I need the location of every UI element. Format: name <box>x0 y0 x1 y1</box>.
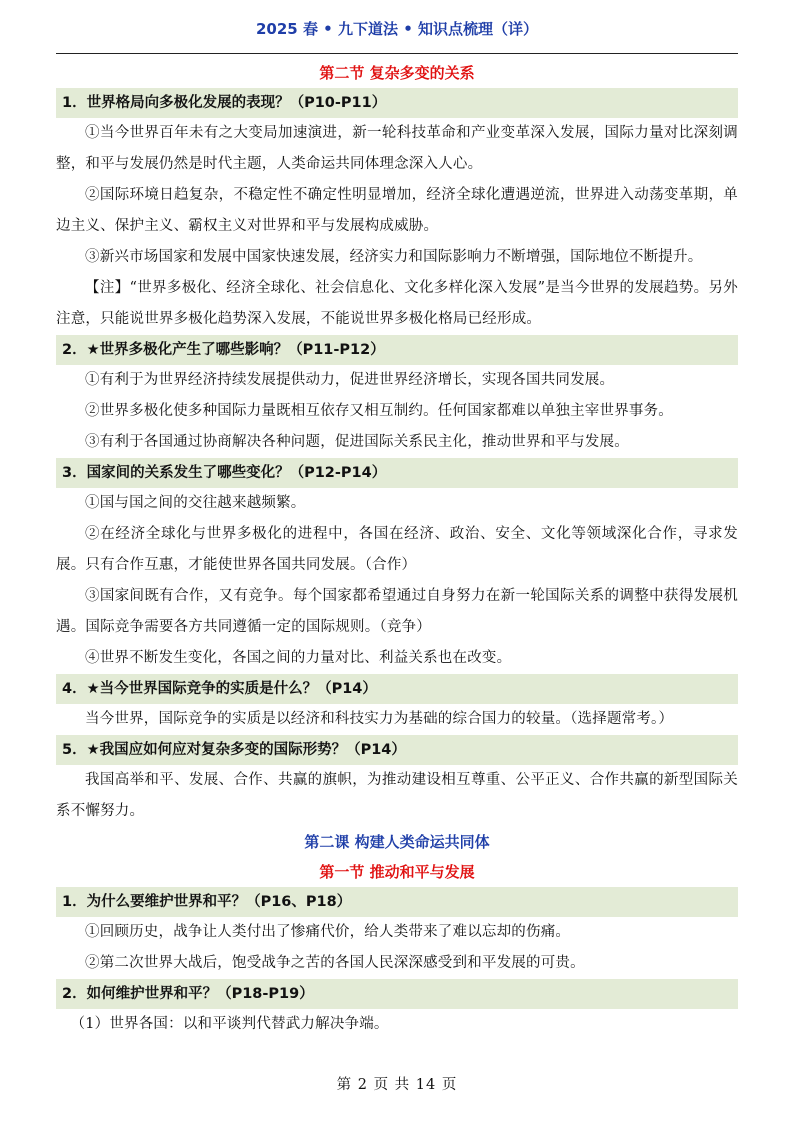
answer-paragraph: ①当今世界百年未有之大变局加速演进，新一轮科技革命和产业变革深入发展，国际力量对比深刻调整，和平与发展仍然是时代主题，人类命运共同体理念深入人心。 <box>56 125 738 172</box>
answer-paragraph: ①有利于为世界经济持续发展提供动力，促进世界经济增长，实现各国共同发展。 <box>85 372 615 388</box>
answer-paragraph: ②国际环境日趋复杂，不稳定性不确定性明显增加，经济全球化遭遇逆流，世界进入动荡变革期，单边主义、保护主义、霸权主义对世界和平与发展构成威胁。 <box>56 187 738 234</box>
question-heading: 3．国家间的关系发生了哪些变化？（P12-P14） <box>56 458 738 488</box>
answer-paragraph: ②世界多极化使多种国际力量既相互依存又相互制约。任何国家都难以单独主宰世界事务。 <box>85 403 673 419</box>
question-heading: 2．★世界多极化产生了哪些影响？（P11-P12） <box>56 335 738 365</box>
page-header-title: 2025 春 • 九下道法 • 知识点梳理（详） <box>255 20 539 38</box>
note-paragraph: 【注】“世界多极化、经济全球化、社会信息化、文化多样化深入发展”是当今世界的发展趋势。另外注意，只能说世界多极化趋势深入发展，不能说世界多极化格局已经形成。 <box>56 280 738 327</box>
question-heading: 2．如何维护世界和平？（P18-P19） <box>56 979 738 1009</box>
section-title: 第二节 复杂多变的关系 <box>319 64 475 82</box>
answer-paragraph: ③国家间既有合作，又有竞争。每个国家都希望通过自身努力在新一轮国际关系的调整中获得发展机遇。国际竞争需要各方共同遵循一定的国际规则。（竞争） <box>56 588 738 635</box>
page-number: 第 2 页 共 14 页 <box>336 1077 458 1093</box>
answer-paragraph: ①回顾历史，战争让人类付出了惨痛代价，给人类带来了难以忘却的伤痛。 <box>85 924 571 940</box>
answer-paragraph: ③有利于各国通过协商解决各种问题，促进国际关系民主化，推动世界和平与发展。 <box>85 434 629 450</box>
question-heading: 1．为什么要维护世界和平？（P16、P18） <box>56 887 738 917</box>
answer-paragraph: ②第二次世界大战后，饱受战争之苦的各国人民深深感受到和平发展的可贵。 <box>85 955 585 971</box>
answer-paragraph: 我国高举和平、发展、合作、共赢的旗帜，为推动建设相互尊重、公平正义、合作共赢的新型国际关系不懈努力。 <box>56 772 738 819</box>
answer-paragraph: （1）世界各国：以和平谈判代替武力解决争端。 <box>70 1016 389 1032</box>
section-title: 第一节 推动和平与发展 <box>319 863 475 881</box>
page-content <box>56 58 738 1040</box>
lesson-title: 第二课 构建人类命运共同体 <box>304 833 490 851</box>
header-divider <box>56 53 738 54</box>
question-heading: 5．★我国应如何应对复杂多变的国际形势？（P14） <box>56 735 738 765</box>
answer-paragraph: 当今世界，国际竞争的实质是以经济和科技实力为基础的综合国力的较量。（选择题常考。） <box>85 711 674 727</box>
answer-paragraph: ④世界不断发生变化，各国之间的力量对比、利益关系也在改变。 <box>85 650 512 666</box>
question-heading: 4．★当今世界国际竞争的实质是什么？（P14） <box>56 674 738 704</box>
answer-paragraph: ②在经济全球化与世界多极化的进程中，各国在经济、政治、安全、文化等领域深化合作，寻求发展。只有合作互惠，才能使世界各国共同发展。（合作） <box>56 526 738 573</box>
answer-paragraph: ③新兴市场国家和发展中国家快速发展，经济实力和国际影响力不断增强，国际地位不断提升。 <box>85 249 703 265</box>
answer-paragraph: ①国与国之间的交往越来越频繁。 <box>85 495 306 511</box>
question-heading: 1．世界格局向多极化发展的表现？（P10-P11） <box>56 88 738 118</box>
